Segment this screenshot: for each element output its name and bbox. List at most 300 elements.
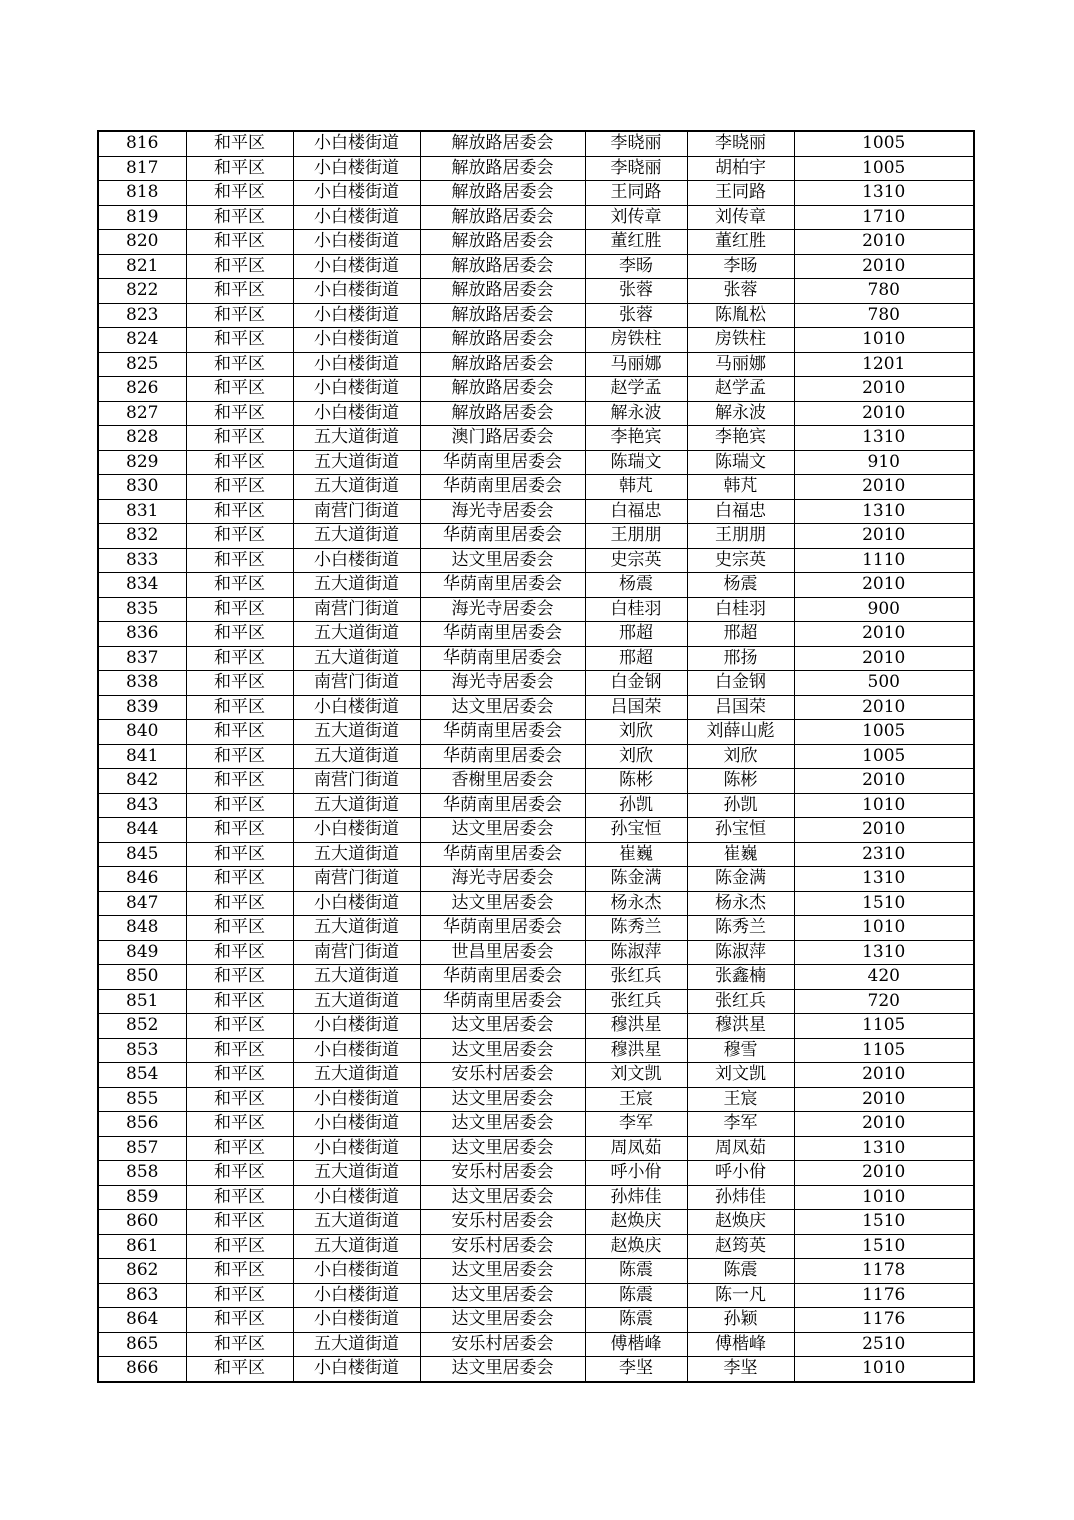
cell-district: 和平区 bbox=[186, 303, 293, 328]
cell-index: 825 bbox=[98, 352, 186, 377]
cell-street: 小白楼街道 bbox=[293, 254, 420, 279]
cell-member-name: 陈瑞文 bbox=[687, 450, 794, 475]
cell-amount: 900 bbox=[794, 597, 974, 622]
cell-district: 和平区 bbox=[186, 842, 293, 867]
table-row bbox=[98, 1112, 974, 1137]
cell-street: 小白楼街道 bbox=[293, 695, 420, 720]
cell-committee: 华荫南里居委会 bbox=[420, 916, 585, 941]
table-row bbox=[98, 891, 974, 916]
cell-street: 小白楼街道 bbox=[293, 131, 420, 156]
cell-member-name: 杨永杰 bbox=[687, 891, 794, 916]
cell-member-name: 孙炜佳 bbox=[687, 1185, 794, 1210]
cell-committee: 解放路居委会 bbox=[420, 181, 585, 206]
cell-household-head: 张蓉 bbox=[585, 303, 687, 328]
cell-index: 851 bbox=[98, 989, 186, 1014]
cell-household-head: 呼小佾 bbox=[585, 1161, 687, 1186]
cell-committee: 达文里居委会 bbox=[420, 1014, 585, 1039]
cell-district: 和平区 bbox=[186, 377, 293, 402]
cell-street: 小白楼街道 bbox=[293, 891, 420, 916]
data-table-container bbox=[97, 130, 975, 1383]
cell-amount: 500 bbox=[794, 671, 974, 696]
cell-street: 南营门街道 bbox=[293, 671, 420, 696]
cell-amount: 1010 bbox=[794, 1185, 974, 1210]
cell-index: 824 bbox=[98, 328, 186, 353]
cell-committee: 达文里居委会 bbox=[420, 1283, 585, 1308]
cell-index: 827 bbox=[98, 401, 186, 426]
cell-committee: 解放路居委会 bbox=[420, 279, 585, 304]
cell-amount: 2010 bbox=[794, 769, 974, 794]
cell-member-name: 房铁柱 bbox=[687, 328, 794, 353]
cell-amount: 910 bbox=[794, 450, 974, 475]
cell-household-head: 王朋朋 bbox=[585, 524, 687, 549]
cell-amount: 420 bbox=[794, 965, 974, 990]
cell-committee: 华荫南里居委会 bbox=[420, 842, 585, 867]
cell-street: 五大道街道 bbox=[293, 524, 420, 549]
table-body bbox=[98, 131, 974, 1382]
table-row bbox=[98, 548, 974, 573]
cell-district: 和平区 bbox=[186, 622, 293, 647]
cell-committee: 华荫南里居委会 bbox=[420, 622, 585, 647]
cell-index: 866 bbox=[98, 1357, 186, 1382]
cell-district: 和平区 bbox=[186, 1357, 293, 1382]
table-row bbox=[98, 1234, 974, 1259]
cell-district: 和平区 bbox=[186, 720, 293, 745]
cell-committee: 解放路居委会 bbox=[420, 131, 585, 156]
cell-index: 833 bbox=[98, 548, 186, 573]
cell-member-name: 刘欣 bbox=[687, 744, 794, 769]
cell-committee: 安乐村居委会 bbox=[420, 1063, 585, 1088]
cell-member-name: 李军 bbox=[687, 1112, 794, 1137]
cell-street: 小白楼街道 bbox=[293, 1014, 420, 1039]
cell-household-head: 白桂羽 bbox=[585, 597, 687, 622]
cell-district: 和平区 bbox=[186, 1112, 293, 1137]
table-row bbox=[98, 646, 974, 671]
cell-committee: 达文里居委会 bbox=[420, 1308, 585, 1333]
cell-district: 和平区 bbox=[186, 1087, 293, 1112]
cell-index: 831 bbox=[98, 499, 186, 524]
cell-committee: 香榭里居委会 bbox=[420, 769, 585, 794]
cell-street: 小白楼街道 bbox=[293, 818, 420, 843]
cell-household-head: 房铁柱 bbox=[585, 328, 687, 353]
cell-household-head: 董红胜 bbox=[585, 230, 687, 255]
cell-street: 五大道街道 bbox=[293, 426, 420, 451]
cell-household-head: 陈淑萍 bbox=[585, 940, 687, 965]
cell-amount: 1310 bbox=[794, 426, 974, 451]
table-row bbox=[98, 769, 974, 794]
cell-amount: 2010 bbox=[794, 401, 974, 426]
table-row bbox=[98, 499, 974, 524]
cell-member-name: 王朋朋 bbox=[687, 524, 794, 549]
cell-district: 和平区 bbox=[186, 965, 293, 990]
cell-street: 五大道街道 bbox=[293, 622, 420, 647]
cell-amount: 2010 bbox=[794, 1087, 974, 1112]
cell-index: 852 bbox=[98, 1014, 186, 1039]
table-row bbox=[98, 573, 974, 598]
cell-member-name: 陈胤松 bbox=[687, 303, 794, 328]
cell-amount: 2010 bbox=[794, 524, 974, 549]
cell-index: 861 bbox=[98, 1234, 186, 1259]
table-row bbox=[98, 867, 974, 892]
cell-street: 小白楼街道 bbox=[293, 1185, 420, 1210]
cell-committee: 达文里居委会 bbox=[420, 548, 585, 573]
cell-index: 836 bbox=[98, 622, 186, 647]
cell-committee: 达文里居委会 bbox=[420, 891, 585, 916]
cell-district: 和平区 bbox=[186, 1259, 293, 1284]
cell-district: 和平区 bbox=[186, 1161, 293, 1186]
cell-index: 865 bbox=[98, 1332, 186, 1357]
cell-committee: 解放路居委会 bbox=[420, 328, 585, 353]
cell-household-head: 赵焕庆 bbox=[585, 1210, 687, 1235]
table-row bbox=[98, 965, 974, 990]
cell-committee: 海光寺居委会 bbox=[420, 499, 585, 524]
cell-committee: 达文里居委会 bbox=[420, 1087, 585, 1112]
cell-committee: 达文里居委会 bbox=[420, 1038, 585, 1063]
cell-district: 和平区 bbox=[186, 1014, 293, 1039]
cell-committee: 达文里居委会 bbox=[420, 1357, 585, 1382]
cell-street: 南营门街道 bbox=[293, 499, 420, 524]
cell-district: 和平区 bbox=[186, 573, 293, 598]
cell-household-head: 刘欣 bbox=[585, 720, 687, 745]
cell-amount: 1310 bbox=[794, 499, 974, 524]
cell-street: 五大道街道 bbox=[293, 573, 420, 598]
cell-district: 和平区 bbox=[186, 131, 293, 156]
cell-committee: 华荫南里居委会 bbox=[420, 450, 585, 475]
table-row bbox=[98, 1185, 974, 1210]
cell-household-head: 李晓丽 bbox=[585, 156, 687, 181]
cell-amount: 1010 bbox=[794, 328, 974, 353]
table-row bbox=[98, 1063, 974, 1088]
cell-member-name: 陈秀兰 bbox=[687, 916, 794, 941]
cell-member-name: 王同路 bbox=[687, 181, 794, 206]
table-row bbox=[98, 303, 974, 328]
cell-street: 南营门街道 bbox=[293, 867, 420, 892]
cell-member-name: 张红兵 bbox=[687, 989, 794, 1014]
cell-household-head: 史宗英 bbox=[585, 548, 687, 573]
cell-index: 826 bbox=[98, 377, 186, 402]
cell-index: 819 bbox=[98, 205, 186, 230]
cell-index: 818 bbox=[98, 181, 186, 206]
cell-amount: 1010 bbox=[794, 916, 974, 941]
table-row bbox=[98, 426, 974, 451]
cell-household-head: 李坚 bbox=[585, 1357, 687, 1382]
table-row bbox=[98, 622, 974, 647]
cell-district: 和平区 bbox=[186, 916, 293, 941]
cell-index: 823 bbox=[98, 303, 186, 328]
table-row bbox=[98, 916, 974, 941]
cell-index: 847 bbox=[98, 891, 186, 916]
table-row bbox=[98, 695, 974, 720]
table-row bbox=[98, 131, 974, 156]
table-row bbox=[98, 1210, 974, 1235]
table-row bbox=[98, 156, 974, 181]
cell-household-head: 赵学孟 bbox=[585, 377, 687, 402]
cell-street: 小白楼街道 bbox=[293, 156, 420, 181]
cell-member-name: 张蓉 bbox=[687, 279, 794, 304]
cell-household-head: 陈震 bbox=[585, 1283, 687, 1308]
cell-district: 和平区 bbox=[186, 205, 293, 230]
table-row bbox=[98, 1014, 974, 1039]
cell-amount: 2310 bbox=[794, 842, 974, 867]
cell-street: 五大道街道 bbox=[293, 450, 420, 475]
cell-committee: 华荫南里居委会 bbox=[420, 573, 585, 598]
cell-index: 817 bbox=[98, 156, 186, 181]
cell-index: 837 bbox=[98, 646, 186, 671]
cell-district: 和平区 bbox=[186, 1283, 293, 1308]
cell-member-name: 赵学孟 bbox=[687, 377, 794, 402]
cell-district: 和平区 bbox=[186, 891, 293, 916]
cell-member-name: 傅楷峰 bbox=[687, 1332, 794, 1357]
cell-member-name: 周凤茹 bbox=[687, 1136, 794, 1161]
cell-index: 841 bbox=[98, 744, 186, 769]
cell-district: 和平区 bbox=[186, 646, 293, 671]
cell-amount: 720 bbox=[794, 989, 974, 1014]
cell-index: 816 bbox=[98, 131, 186, 156]
cell-street: 小白楼街道 bbox=[293, 303, 420, 328]
cell-district: 和平区 bbox=[186, 230, 293, 255]
cell-amount: 1105 bbox=[794, 1038, 974, 1063]
cell-committee: 世昌里居委会 bbox=[420, 940, 585, 965]
cell-member-name: 董红胜 bbox=[687, 230, 794, 255]
cell-amount: 1310 bbox=[794, 1136, 974, 1161]
cell-committee: 华荫南里居委会 bbox=[420, 989, 585, 1014]
table-row bbox=[98, 744, 974, 769]
table-row bbox=[98, 1038, 974, 1063]
cell-index: 840 bbox=[98, 720, 186, 745]
cell-street: 五大道街道 bbox=[293, 1210, 420, 1235]
cell-amount: 780 bbox=[794, 303, 974, 328]
cell-street: 小白楼街道 bbox=[293, 1283, 420, 1308]
cell-street: 小白楼街道 bbox=[293, 181, 420, 206]
cell-member-name: 解永波 bbox=[687, 401, 794, 426]
cell-household-head: 李艳宾 bbox=[585, 426, 687, 451]
cell-member-name: 陈一凡 bbox=[687, 1283, 794, 1308]
table-row bbox=[98, 475, 974, 500]
cell-amount: 1176 bbox=[794, 1308, 974, 1333]
cell-amount: 1010 bbox=[794, 793, 974, 818]
cell-member-name: 张鑫楠 bbox=[687, 965, 794, 990]
cell-household-head: 傅楷峰 bbox=[585, 1332, 687, 1357]
cell-household-head: 王同路 bbox=[585, 181, 687, 206]
cell-index: 828 bbox=[98, 426, 186, 451]
cell-household-head: 周凤茹 bbox=[585, 1136, 687, 1161]
cell-committee: 安乐村居委会 bbox=[420, 1161, 585, 1186]
table-row bbox=[98, 671, 974, 696]
cell-committee: 安乐村居委会 bbox=[420, 1234, 585, 1259]
cell-household-head: 白福忠 bbox=[585, 499, 687, 524]
cell-member-name: 邢超 bbox=[687, 622, 794, 647]
cell-amount: 2510 bbox=[794, 1332, 974, 1357]
table-row bbox=[98, 1308, 974, 1333]
cell-index: 821 bbox=[98, 254, 186, 279]
table-row bbox=[98, 1087, 974, 1112]
cell-street: 五大道街道 bbox=[293, 916, 420, 941]
cell-index: 864 bbox=[98, 1308, 186, 1333]
cell-committee: 解放路居委会 bbox=[420, 303, 585, 328]
cell-amount: 2010 bbox=[794, 475, 974, 500]
cell-committee: 解放路居委会 bbox=[420, 401, 585, 426]
cell-committee: 达文里居委会 bbox=[420, 695, 585, 720]
cell-street: 小白楼街道 bbox=[293, 328, 420, 353]
cell-committee: 华荫南里居委会 bbox=[420, 720, 585, 745]
table-row bbox=[98, 842, 974, 867]
cell-household-head: 陈金满 bbox=[585, 867, 687, 892]
cell-amount: 2010 bbox=[794, 622, 974, 647]
cell-committee: 解放路居委会 bbox=[420, 156, 585, 181]
cell-committee: 解放路居委会 bbox=[420, 352, 585, 377]
cell-amount: 1010 bbox=[794, 1357, 974, 1382]
cell-street: 小白楼街道 bbox=[293, 1136, 420, 1161]
cell-amount: 1005 bbox=[794, 744, 974, 769]
table-row bbox=[98, 1283, 974, 1308]
cell-amount: 1310 bbox=[794, 867, 974, 892]
cell-index: 860 bbox=[98, 1210, 186, 1235]
cell-household-head: 张蓉 bbox=[585, 279, 687, 304]
cell-district: 和平区 bbox=[186, 989, 293, 1014]
cell-member-name: 韩芃 bbox=[687, 475, 794, 500]
cell-district: 和平区 bbox=[186, 793, 293, 818]
cell-index: 848 bbox=[98, 916, 186, 941]
cell-member-name: 赵筠英 bbox=[687, 1234, 794, 1259]
cell-index: 845 bbox=[98, 842, 186, 867]
table-row bbox=[98, 328, 974, 353]
cell-household-head: 解永波 bbox=[585, 401, 687, 426]
cell-household-head: 邢超 bbox=[585, 622, 687, 647]
cell-district: 和平区 bbox=[186, 426, 293, 451]
cell-household-head: 白金钢 bbox=[585, 671, 687, 696]
cell-household-head: 陈彬 bbox=[585, 769, 687, 794]
cell-street: 五大道街道 bbox=[293, 1161, 420, 1186]
cell-household-head: 邢超 bbox=[585, 646, 687, 671]
cell-district: 和平区 bbox=[186, 1234, 293, 1259]
cell-district: 和平区 bbox=[186, 1038, 293, 1063]
cell-amount: 1310 bbox=[794, 940, 974, 965]
cell-street: 南营门街道 bbox=[293, 769, 420, 794]
table-row bbox=[98, 818, 974, 843]
cell-amount: 1310 bbox=[794, 181, 974, 206]
cell-street: 小白楼街道 bbox=[293, 1087, 420, 1112]
cell-district: 和平区 bbox=[186, 254, 293, 279]
cell-committee: 达文里居委会 bbox=[420, 1136, 585, 1161]
cell-district: 和平区 bbox=[186, 769, 293, 794]
table-row bbox=[98, 1357, 974, 1382]
cell-household-head: 李军 bbox=[585, 1112, 687, 1137]
cell-member-name: 马丽娜 bbox=[687, 352, 794, 377]
cell-index: 858 bbox=[98, 1161, 186, 1186]
cell-district: 和平区 bbox=[186, 1332, 293, 1357]
cell-committee: 达文里居委会 bbox=[420, 1259, 585, 1284]
table-row bbox=[98, 1332, 974, 1357]
cell-index: 855 bbox=[98, 1087, 186, 1112]
cell-street: 小白楼街道 bbox=[293, 230, 420, 255]
cell-committee: 解放路居委会 bbox=[420, 205, 585, 230]
cell-household-head: 马丽娜 bbox=[585, 352, 687, 377]
cell-amount: 2010 bbox=[794, 1161, 974, 1186]
cell-street: 小白楼街道 bbox=[293, 352, 420, 377]
cell-committee: 达文里居委会 bbox=[420, 818, 585, 843]
cell-committee: 安乐村居委会 bbox=[420, 1210, 585, 1235]
cell-household-head: 李晓丽 bbox=[585, 131, 687, 156]
cell-district: 和平区 bbox=[186, 1136, 293, 1161]
cell-street: 小白楼街道 bbox=[293, 548, 420, 573]
cell-member-name: 邢扬 bbox=[687, 646, 794, 671]
cell-household-head: 孙凯 bbox=[585, 793, 687, 818]
cell-household-head: 陈震 bbox=[585, 1308, 687, 1333]
cell-index: 834 bbox=[98, 573, 186, 598]
cell-member-name: 穆洪星 bbox=[687, 1014, 794, 1039]
cell-index: 843 bbox=[98, 793, 186, 818]
cell-household-head: 崔巍 bbox=[585, 842, 687, 867]
cell-street: 南营门街道 bbox=[293, 940, 420, 965]
cell-committee: 华荫南里居委会 bbox=[420, 965, 585, 990]
cell-index: 830 bbox=[98, 475, 186, 500]
cell-district: 和平区 bbox=[186, 940, 293, 965]
cell-member-name: 李晓丽 bbox=[687, 131, 794, 156]
cell-amount: 1201 bbox=[794, 352, 974, 377]
cell-district: 和平区 bbox=[186, 181, 293, 206]
cell-committee: 安乐村居委会 bbox=[420, 1332, 585, 1357]
table-row bbox=[98, 377, 974, 402]
cell-household-head: 赵焕庆 bbox=[585, 1234, 687, 1259]
cell-member-name: 陈淑萍 bbox=[687, 940, 794, 965]
cell-amount: 2010 bbox=[794, 254, 974, 279]
cell-district: 和平区 bbox=[186, 279, 293, 304]
cell-household-head: 陈秀兰 bbox=[585, 916, 687, 941]
cell-street: 小白楼街道 bbox=[293, 401, 420, 426]
cell-amount: 1005 bbox=[794, 720, 974, 745]
cell-household-head: 孙炜佳 bbox=[585, 1185, 687, 1210]
cell-household-head: 王宸 bbox=[585, 1087, 687, 1112]
cell-committee: 海光寺居委会 bbox=[420, 597, 585, 622]
table-row bbox=[98, 1136, 974, 1161]
cell-committee: 华荫南里居委会 bbox=[420, 744, 585, 769]
cell-household-head: 张红兵 bbox=[585, 989, 687, 1014]
cell-district: 和平区 bbox=[186, 499, 293, 524]
cell-street: 小白楼街道 bbox=[293, 1357, 420, 1382]
cell-district: 和平区 bbox=[186, 548, 293, 573]
table-row bbox=[98, 181, 974, 206]
cell-amount: 1510 bbox=[794, 1210, 974, 1235]
cell-index: 859 bbox=[98, 1185, 186, 1210]
cell-district: 和平区 bbox=[186, 671, 293, 696]
cell-index: 842 bbox=[98, 769, 186, 794]
cell-amount: 1110 bbox=[794, 548, 974, 573]
cell-index: 863 bbox=[98, 1283, 186, 1308]
table-row bbox=[98, 352, 974, 377]
cell-committee: 解放路居委会 bbox=[420, 254, 585, 279]
cell-household-head: 刘文凯 bbox=[585, 1063, 687, 1088]
table-row bbox=[98, 1259, 974, 1284]
cell-district: 和平区 bbox=[186, 597, 293, 622]
table-row bbox=[98, 205, 974, 230]
cell-index: 822 bbox=[98, 279, 186, 304]
table-row bbox=[98, 597, 974, 622]
cell-street: 小白楼街道 bbox=[293, 1038, 420, 1063]
cell-amount: 1178 bbox=[794, 1259, 974, 1284]
cell-index: 857 bbox=[98, 1136, 186, 1161]
cell-amount: 1710 bbox=[794, 205, 974, 230]
cell-member-name: 胡柏宇 bbox=[687, 156, 794, 181]
cell-street: 五大道街道 bbox=[293, 720, 420, 745]
table-row bbox=[98, 279, 974, 304]
cell-district: 和平区 bbox=[186, 401, 293, 426]
cell-street: 小白楼街道 bbox=[293, 205, 420, 230]
cell-amount: 1510 bbox=[794, 891, 974, 916]
cell-amount: 1176 bbox=[794, 1283, 974, 1308]
cell-street: 五大道街道 bbox=[293, 1234, 420, 1259]
cell-household-head: 张红兵 bbox=[585, 965, 687, 990]
cell-household-head: 陈瑞文 bbox=[585, 450, 687, 475]
cell-committee: 解放路居委会 bbox=[420, 377, 585, 402]
